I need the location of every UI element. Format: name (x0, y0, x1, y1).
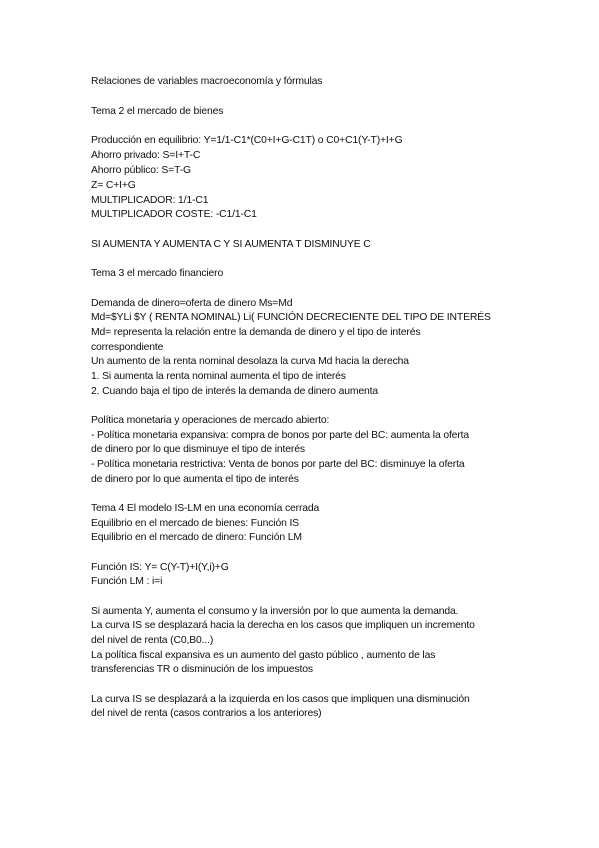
text-line: - Política monetaria restrictiva: Venta de bonos por parte del BC: disminuye la oferta (91, 459, 465, 470)
text-line: Un aumento de la renta nominal desolaza la curva Md hacia la derecha (91, 356, 409, 367)
text-line: Función IS: Y= C(Y-T)+I(Y,i)+G (91, 562, 229, 573)
text-line: correspondiente (91, 342, 164, 353)
text-line: transferencias TR o disminución de los impuestos (91, 664, 313, 675)
rule-line: SI AUMENTA Y AUMENTA C Y SI AUMENTA T DISMINUYE C (91, 239, 371, 250)
text-line: Política monetaria y operaciones de mercado abierto: (91, 415, 330, 426)
text-line: Producción en equilibrio: Y=1/1-C1*(C0+I+G-C1T) o C0+C1(Y-T)+I+G (91, 135, 403, 146)
section-heading-tema4: Tema 4 El modelo IS-LM en una economía cerrada (91, 503, 320, 514)
text-line: Equilibrio en el mercado de dinero: Función LM (91, 532, 302, 543)
text-line: Md= representa la relación entre la demanda de dinero y el tipo de interés (91, 327, 421, 338)
text-line: del nivel de renta (C0,B0...) (91, 635, 214, 646)
text-line: Función LM : i=i (91, 576, 163, 587)
text-line: Ahorro privado: S=I+T-C (91, 150, 201, 161)
text-line: Si aumenta Y, aumenta el consumo y la inversión por lo que aumenta la demanda. (91, 606, 459, 617)
text-line: Demanda de dinero=oferta de dinero Ms=Md (91, 298, 293, 309)
text-line: de dinero por lo que aumenta el tipo de interés (91, 474, 299, 485)
text-line: del nivel de renta (casos contrarios a los anteriores) (91, 708, 322, 719)
text-line: Z= C+I+G (91, 180, 136, 191)
section-heading-tema2: Tema 2 el mercado de bienes (91, 106, 224, 117)
document-title: Relaciones de variables macroeconomía y fórmulas (91, 76, 323, 87)
list-item: 1. Si aumenta la renta nominal aumenta el tipo de interés (91, 371, 346, 382)
list-item: 2. Cuando baja el tipo de interés la demanda de dinero aumenta (91, 386, 379, 397)
text-line: MULTIPLICADOR COSTE: -C1/1-C1 (91, 209, 257, 220)
text-line: La curva IS se desplazará hacia la derecha en los casos que impliquen un incremento (91, 620, 475, 631)
section-heading-tema3: Tema 3 el mercado financiero (91, 268, 224, 279)
text-line: de dinero por lo que disminuye el tipo de interés (91, 444, 305, 455)
text-line: MULTIPLICADOR: 1/1-C1 (91, 195, 209, 206)
text-line: La curva IS se desplazará a la izquierda en los casos que impliquen una disminución (91, 694, 470, 705)
text-line: - Política monetaria expansiva: compra de bonos por parte del BC: aumenta la oferta (91, 430, 469, 441)
text-line: Ahorro público: S=T-G (91, 165, 191, 176)
text-line: La política fiscal expansiva es un aumento del gasto público , aumento de las (91, 650, 436, 661)
text-line: Md=$YLi $Y ( RENTA NOMINAL) Li( FUNCIÓN DECRECIENTE DEL TIPO DE INTERÉS (91, 312, 491, 323)
text-line: Equilibrio en el mercado de bienes: Función IS (91, 518, 299, 529)
